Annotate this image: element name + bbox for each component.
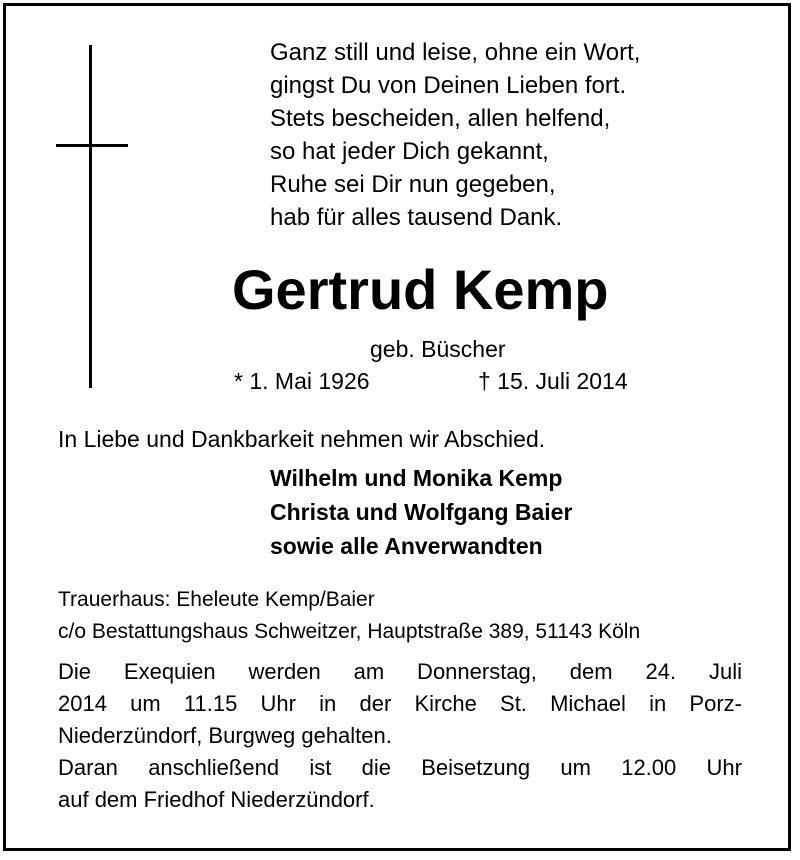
death-date: † 15. Juli 2014	[478, 368, 628, 394]
mourner-line: Wilhelm und Monika Kemp	[270, 465, 563, 491]
house-line: Trauerhaus: Eheleute Kemp/Baier	[58, 588, 375, 611]
poem-line: so hat jeder Dich gekannt,	[270, 138, 549, 165]
mourners	[270, 461, 572, 563]
service-line: Daran anschließend ist die Beisetzung um 12.00 Uhr	[58, 755, 742, 780]
house-line: c/o Bestattungshaus Schweitzer, Hauptstraße 389, 51143 Köln	[58, 620, 641, 643]
mourning-house	[58, 584, 640, 648]
deceased-name: Gertrud Kemp	[232, 258, 609, 321]
service-line: auf dem Friedhof Niederzündorf.	[58, 787, 375, 812]
poem-line: Ganz still und leise, ohne ein Wort,	[270, 39, 641, 66]
poem-line: Ruhe sei Dir nun gegeben,	[270, 171, 556, 198]
cross-icon	[89, 45, 92, 388]
mourner-line: Christa und Wolfgang Baier	[270, 499, 573, 525]
poem-line: gingst Du von Deinen Lieben fort.	[270, 72, 627, 99]
service-line: Niederzündorf, Burgweg gehalten.	[58, 723, 392, 748]
maiden-name: geb. Büscher	[370, 336, 506, 362]
mourner-line: sowie alle Anverwandten	[270, 533, 543, 559]
farewell-text: In Liebe und Dankbarkeit nehmen wir Abschied.	[58, 426, 546, 452]
cross-icon-bar	[56, 144, 128, 147]
service-details	[58, 656, 742, 816]
birth-date: * 1. Mai 1926	[234, 368, 370, 394]
poem-line: hab für alles tausend Dank.	[270, 204, 563, 231]
service-line: 2014 um 11.15 Uhr in der Kirche St. Michael in Porz-	[58, 691, 742, 716]
poem-line: Stets bescheiden, allen helfend,	[270, 105, 611, 132]
poem	[270, 36, 640, 234]
service-line: Die Exequien werden am Donnerstag, dem 24. Juli	[58, 659, 742, 684]
